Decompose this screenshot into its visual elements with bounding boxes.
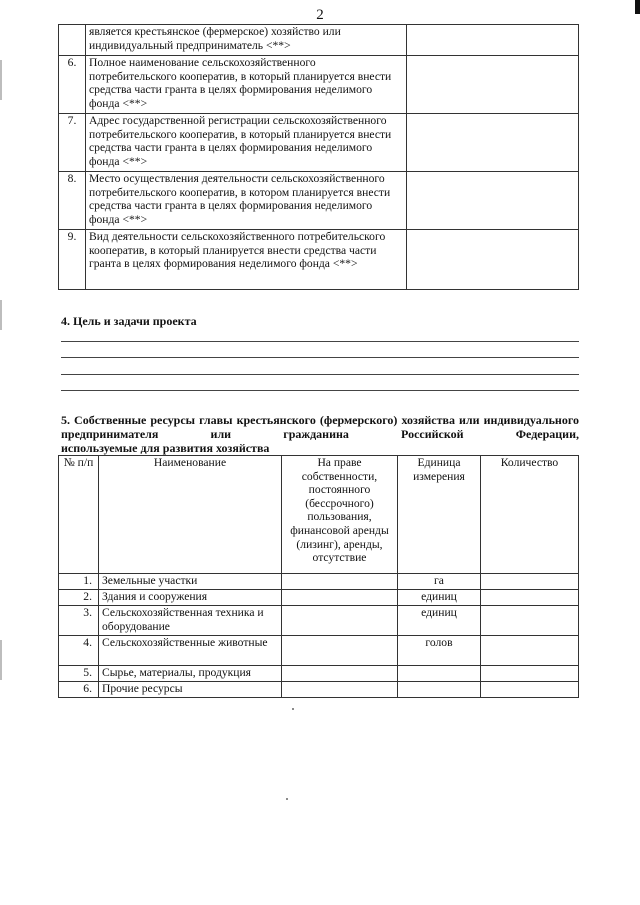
scan-edge-shadow xyxy=(0,300,2,330)
table-row xyxy=(59,25,579,56)
table-row xyxy=(59,636,579,666)
row-name: Сельскохозяйственные животные xyxy=(99,636,282,666)
row-description: Полное наименование сельскохозяйственного потребительского кооператив, в который планируется внести средства части гранта в целях формирования неделимого фонда <**> xyxy=(86,56,407,114)
row-quantity xyxy=(481,606,579,636)
row-number: 9. xyxy=(59,230,86,290)
row-name: Земельные участки xyxy=(99,574,282,590)
row-value xyxy=(407,56,579,114)
row-unit: единиц xyxy=(398,590,481,606)
row-value xyxy=(407,172,579,230)
row-name: Сырье, материалы, продукция xyxy=(99,666,282,682)
section-5-title-main: 5. Собственные ресурсы главы крестьянского (фермерского) хозяйства или индивидуального предпринимателя или гражданина Российской Федерации, xyxy=(61,413,579,441)
table-row xyxy=(59,56,579,114)
fill-in-line xyxy=(61,390,579,391)
scan-edge-shadow xyxy=(0,60,2,100)
row-number: 3. xyxy=(59,606,99,636)
row-number: 8. xyxy=(59,172,86,230)
fill-in-line xyxy=(61,357,579,358)
row-number: 2. xyxy=(59,590,99,606)
row-quantity xyxy=(481,574,579,590)
header-unit: Единица измерения xyxy=(398,456,481,574)
row-name: Прочие ресурсы xyxy=(99,682,282,698)
row-right xyxy=(282,682,398,698)
row-quantity xyxy=(481,666,579,682)
row-right xyxy=(282,606,398,636)
row-quantity xyxy=(481,682,579,698)
row-value xyxy=(407,114,579,172)
header-name: Наименование xyxy=(99,456,282,574)
row-unit: голов xyxy=(398,636,481,666)
table-row xyxy=(59,230,579,290)
row-number xyxy=(59,25,86,56)
row-unit xyxy=(398,666,481,682)
row-number: 7. xyxy=(59,114,86,172)
page-number: 2 xyxy=(316,7,324,23)
row-description: Адрес государственной регистрации сельскохозяйственного потребительского кооператив, в который планируется внести средства части гранта в целях формирования неделимого фонда <**> xyxy=(86,114,407,172)
own-resources-table xyxy=(58,455,579,698)
table-header-row xyxy=(59,456,579,574)
row-right xyxy=(282,636,398,666)
row-name: Сельскохозяйственная техника и оборудование xyxy=(99,606,282,636)
table-row xyxy=(59,574,579,590)
row-value xyxy=(407,230,579,290)
row-number: 5. xyxy=(59,666,99,682)
scan-speck xyxy=(286,798,288,800)
row-description: является крестьянское (фермерское) хозяйство или индивидуальный предприниматель <**> xyxy=(86,25,407,56)
row-right xyxy=(282,574,398,590)
row-unit: га xyxy=(398,574,481,590)
header-right: На праве собственности, постоянного (бессрочного) пользования, финансовой аренды (лизинг), аренды, отсутствие xyxy=(282,456,398,574)
row-number: 6. xyxy=(59,56,86,114)
fill-in-line xyxy=(61,341,579,342)
header-number: № п/п xyxy=(59,456,99,574)
row-right xyxy=(282,666,398,682)
table-row xyxy=(59,682,579,698)
table-row xyxy=(59,172,579,230)
row-right xyxy=(282,590,398,606)
scan-speck xyxy=(292,708,294,710)
table-row xyxy=(59,590,579,606)
row-number: 4. xyxy=(59,636,99,666)
row-number: 6. xyxy=(59,682,99,698)
section-4-title: 4. Цель и задачи проекта xyxy=(61,314,197,328)
section-5-title-last: используемые для развития хозяйства xyxy=(61,441,270,455)
row-unit: единиц xyxy=(398,606,481,636)
row-name: Здания и сооружения xyxy=(99,590,282,606)
section-5-title xyxy=(61,413,579,455)
scan-edge-shadow xyxy=(0,640,2,680)
table-row xyxy=(59,114,579,172)
table-row xyxy=(59,666,579,682)
row-quantity xyxy=(481,590,579,606)
row-number: 1. xyxy=(59,574,99,590)
row-description: Место осуществления деятельности сельскохозяйственного потребительского кооператив, в котором планируется внести средства части гранта в целях формирования неделимого фонда <**> xyxy=(86,172,407,230)
application-info-table xyxy=(58,24,579,290)
row-value xyxy=(407,25,579,56)
header-quantity: Количество xyxy=(481,456,579,574)
row-quantity xyxy=(481,636,579,666)
row-unit xyxy=(398,682,481,698)
table-row xyxy=(59,606,579,636)
row-description: Вид деятельности сельскохозяйственного потребительского кооператив, в который планируется внести средства части гранта в целях формирования неделимого фонда <**> xyxy=(86,230,407,290)
fill-in-line xyxy=(61,374,579,375)
